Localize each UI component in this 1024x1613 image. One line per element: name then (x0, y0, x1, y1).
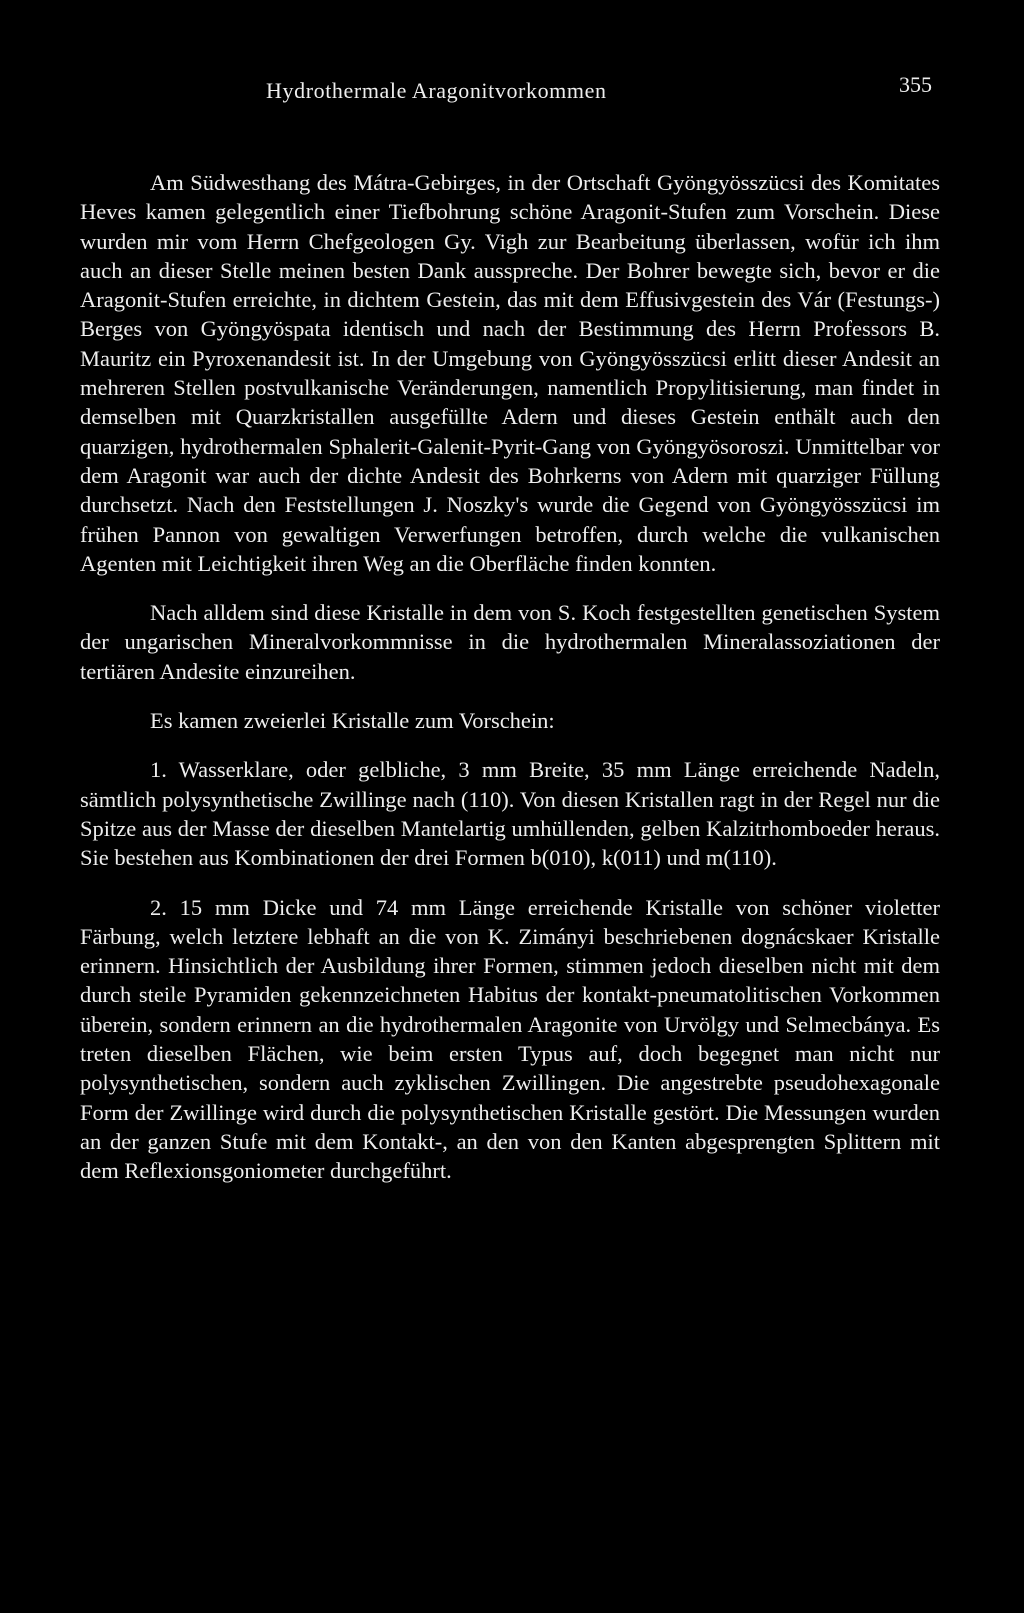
paragraph-type-2: 2. 15 mm Dicke und 74 mm Länge erreichende Kristalle von schöner violetter Färbung, welch letztere lebhaft an die von K. Zimányi beschriebenen dognácskaer Kristalle erinnern. Hinsichtlich der Ausbildung ihrer Formen, stimmen jedoch dieselben nicht mit dem durch steile Pyramiden gekennzeichneten Habitus der kontakt-pneumatolitischen Vorkommen überein, sondern erinnern an die hydrothermalen Aragonite von Urvölgy und Selmecbánya. Es treten dieselben Flächen, wie beim ersten Typus auf, doch begegnet man nicht nur polysynthetischen, sondern auch zyklischen Zwillingen. Die angestrebte pseudohexagonale Form der Zwillinge wird durch die polysynthetischen Kristalle gestört. Die Messungen wurden an der ganzen Stufe mit dem Kontakt-, an den von den Kanten abgesprengten Splittern mit dem Reflexionsgoniometer durchgeführt. (80, 894, 940, 1184)
paragraph-intro: Am Südwesthang des Mátra-Gebirges, in der Ortschaft Gyöngyösszücsi des Komitates Heves kamen gelegentlich einer Tiefbohrung schöne Aragonit-Stufen zum Vorschein. Diese wurden mir vom Herrn Chefgeologen Gy. Vigh zur Bearbeitung überlassen, wofür ich ihm auch an dieser Stelle meinen besten Dank ausspreche. Der Bohrer bewegte sich, bevor er die Aragonit-Stufen erreichte, in dichtem Gestein, das mit dem Effusivgestein des Vár (Festungs-) Berges von Gyöngyöspata identisch und nach der Bestimmung des Herrn Professors B. Mauritz ein Pyroxenandesit ist. In der Umgebung von Gyöngyösszücsi erlitt dieser Andesit an mehreren Stellen postvulkanische Veränderungen, namentlich Propylitisierung, man findet in demselben mit Quarzkristallen ausgefüllte Adern und dieses Gestein enthält auch den quarzigen, hydrothermalen Sphalerit-Galenit-Pyrit-Gang von Gyöngyösoroszi. Unmittelbar vor dem Aragonit war auch der dichte Andesit des Bohrkerns von Adern mit quarziger Füllung durchsetzt. Nach den Feststellungen J. Noszky's wurde die Gegend von Gyöngyösszücsi im frühen Pannon von gewaltigen Verwerfungen betroffen, durch welche die vulkanischen Agenten mit Leichtigkeit ihren Weg an die Oberfläche finden konnten. (80, 170, 940, 576)
page-number: 355 (899, 72, 932, 97)
paragraph-crystal-types: Es kamen zweierlei Kristalle zum Vorschein: (150, 708, 555, 734)
paragraph-classification: Nach alldem sind diese Kristalle in dem von S. Koch festgestellten genetischen System der ungarischen Mineralvorkommnisse in die hydrothermalen Mineralassoziationen der tertiären Andesite einzureihen. (80, 600, 940, 684)
page-header (0, 70, 1024, 110)
paragraph-type-1: 1. Wasserklare, oder gelbliche, 3 mm Breite, 35 mm Länge erreichende Nadeln, sämtlich polysynthetische Zwillinge nach (110). Von diesen Kristallen ragt in der Regel nur die Spitze aus der Masse der dieselben Mantelartig umhüllenden, gelben Kalzitrhomboeder heraus. Sie bestehen aus Kombinationen der drei Formen b(010), k(011) und m(110). (80, 757, 940, 871)
running-title: Hydrothermale Aragonitvorkommen (266, 78, 607, 103)
body-text (80, 168, 940, 1186)
